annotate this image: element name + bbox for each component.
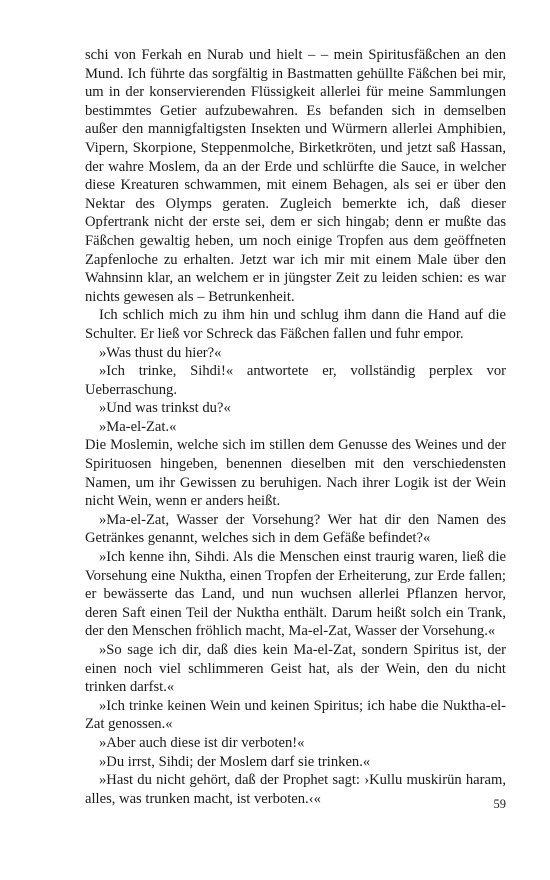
page-number: 59 <box>493 797 506 811</box>
paragraph: »So sage ich dir, daß dies kein Ma-el-Zat, sondern Spiritus ist, der einen noch viel schlimmeren Geist hat, als der Wein, den du nicht trinken darfst.« <box>85 642 506 696</box>
paragraph: »Du irrst, Sihdi; der Moslem darf sie trinken.« <box>99 753 371 770</box>
paragraph: »Ma-el-Zat, Wasser der Vorsehung? Wer hat dir den Namen des Getränkes genannt, welches sich in dem Gefäße befindet?« <box>85 511 506 547</box>
paragraph: Die Moslemin, welche sich im stillen dem Genusse des Weines und der Spirituosen hingeben, benennen dieselben mit den verschiedensten Namen, um ihr Gewissen zu beruhigen. Nach ihrer Logik ist der Wein nicht Wein, wenn er anders heißt. <box>85 437 506 510</box>
paragraph: »Ma-el-Zat.« <box>99 418 177 435</box>
paragraph: »Und was trinkst du?« <box>99 400 231 417</box>
paragraph: Ich schlich mich zu ihm hin und schlug ihm dann die Hand auf die Schulter. Er ließ vor Schreck das Fäßchen fallen und fuhr empor. <box>85 307 506 342</box>
paragraph: »Ich kenne ihn, Sihdi. Als die Menschen einst traurig waren, ließ die Vorsehung eine Nuktha, einen Tropfen der Erheiterung, zur Erde fallen; er bewässerte das Land, und nun wuchsen allerlei Pflanzen hervor, deren Saft einen Teil der Nuktha enthält. Darum heißt solch ein Trank, der den Menschen fröhlich macht, Ma-el-Zat, Wasser der Vorsehung.« <box>85 549 506 640</box>
paragraph: schi von Ferkah en Nurab und hielt – – mein Spiritusfäßchen an den Mund. Ich führte das sorgfältig in Bastmatten gehüllte Fäßchen bei mir, um in der konservierenden Flüssigkeit allerlei für meine Sammlungen bestimmtes Getier aufzubewahren. Es befanden sich in demselben außer den mannigfaltigsten Insekten und Würmern allerlei Amphibien, Vipern, Skorpione, Steppenmolche, Birketkröten, und jetzt saß Hassan, der wahre Moslem, da an der Erde und schlürfte die Sauce, in welcher diese Kreaturen schwammen, mit einem Behagen, als sei er über den Nektar des Olymps geraten. Zugleich bemerkte ich, daß dieser Opfertrank nicht der erste sei, dem er sich hingab; denn er mußte das Fäßchen gewaltig heben, um noch einige Tropfen aus dem geöffneten Zapfenloche zu erhalten. Jetzt war ich mir mit einem Male über den Wahnsinn klar, an welchem er in jüngster Zeit zu leiden schien: es war nichts gewesen als – Betrunkenheit. <box>85 47 506 305</box>
paragraph: »Aber auch diese ist dir verboten!« <box>99 734 305 751</box>
paragraph: »Was thust du hier?« <box>99 344 222 361</box>
paragraph: »Ich trinke, Sihdi!« antwortete er, vollständig perplex vor Ueberraschung. <box>85 363 506 398</box>
paragraph: »Ich trinke keinen Wein und keinen Spiritus; ich habe die Nuktha-el-Zat genossen.« <box>85 697 506 733</box>
paragraph: »Hast du nicht gehört, daß der Prophet sagt: ›Kullu muskirün haram, alles, was trunken macht, ist verboten.‹« <box>85 772 506 807</box>
body-text <box>85 46 506 808</box>
